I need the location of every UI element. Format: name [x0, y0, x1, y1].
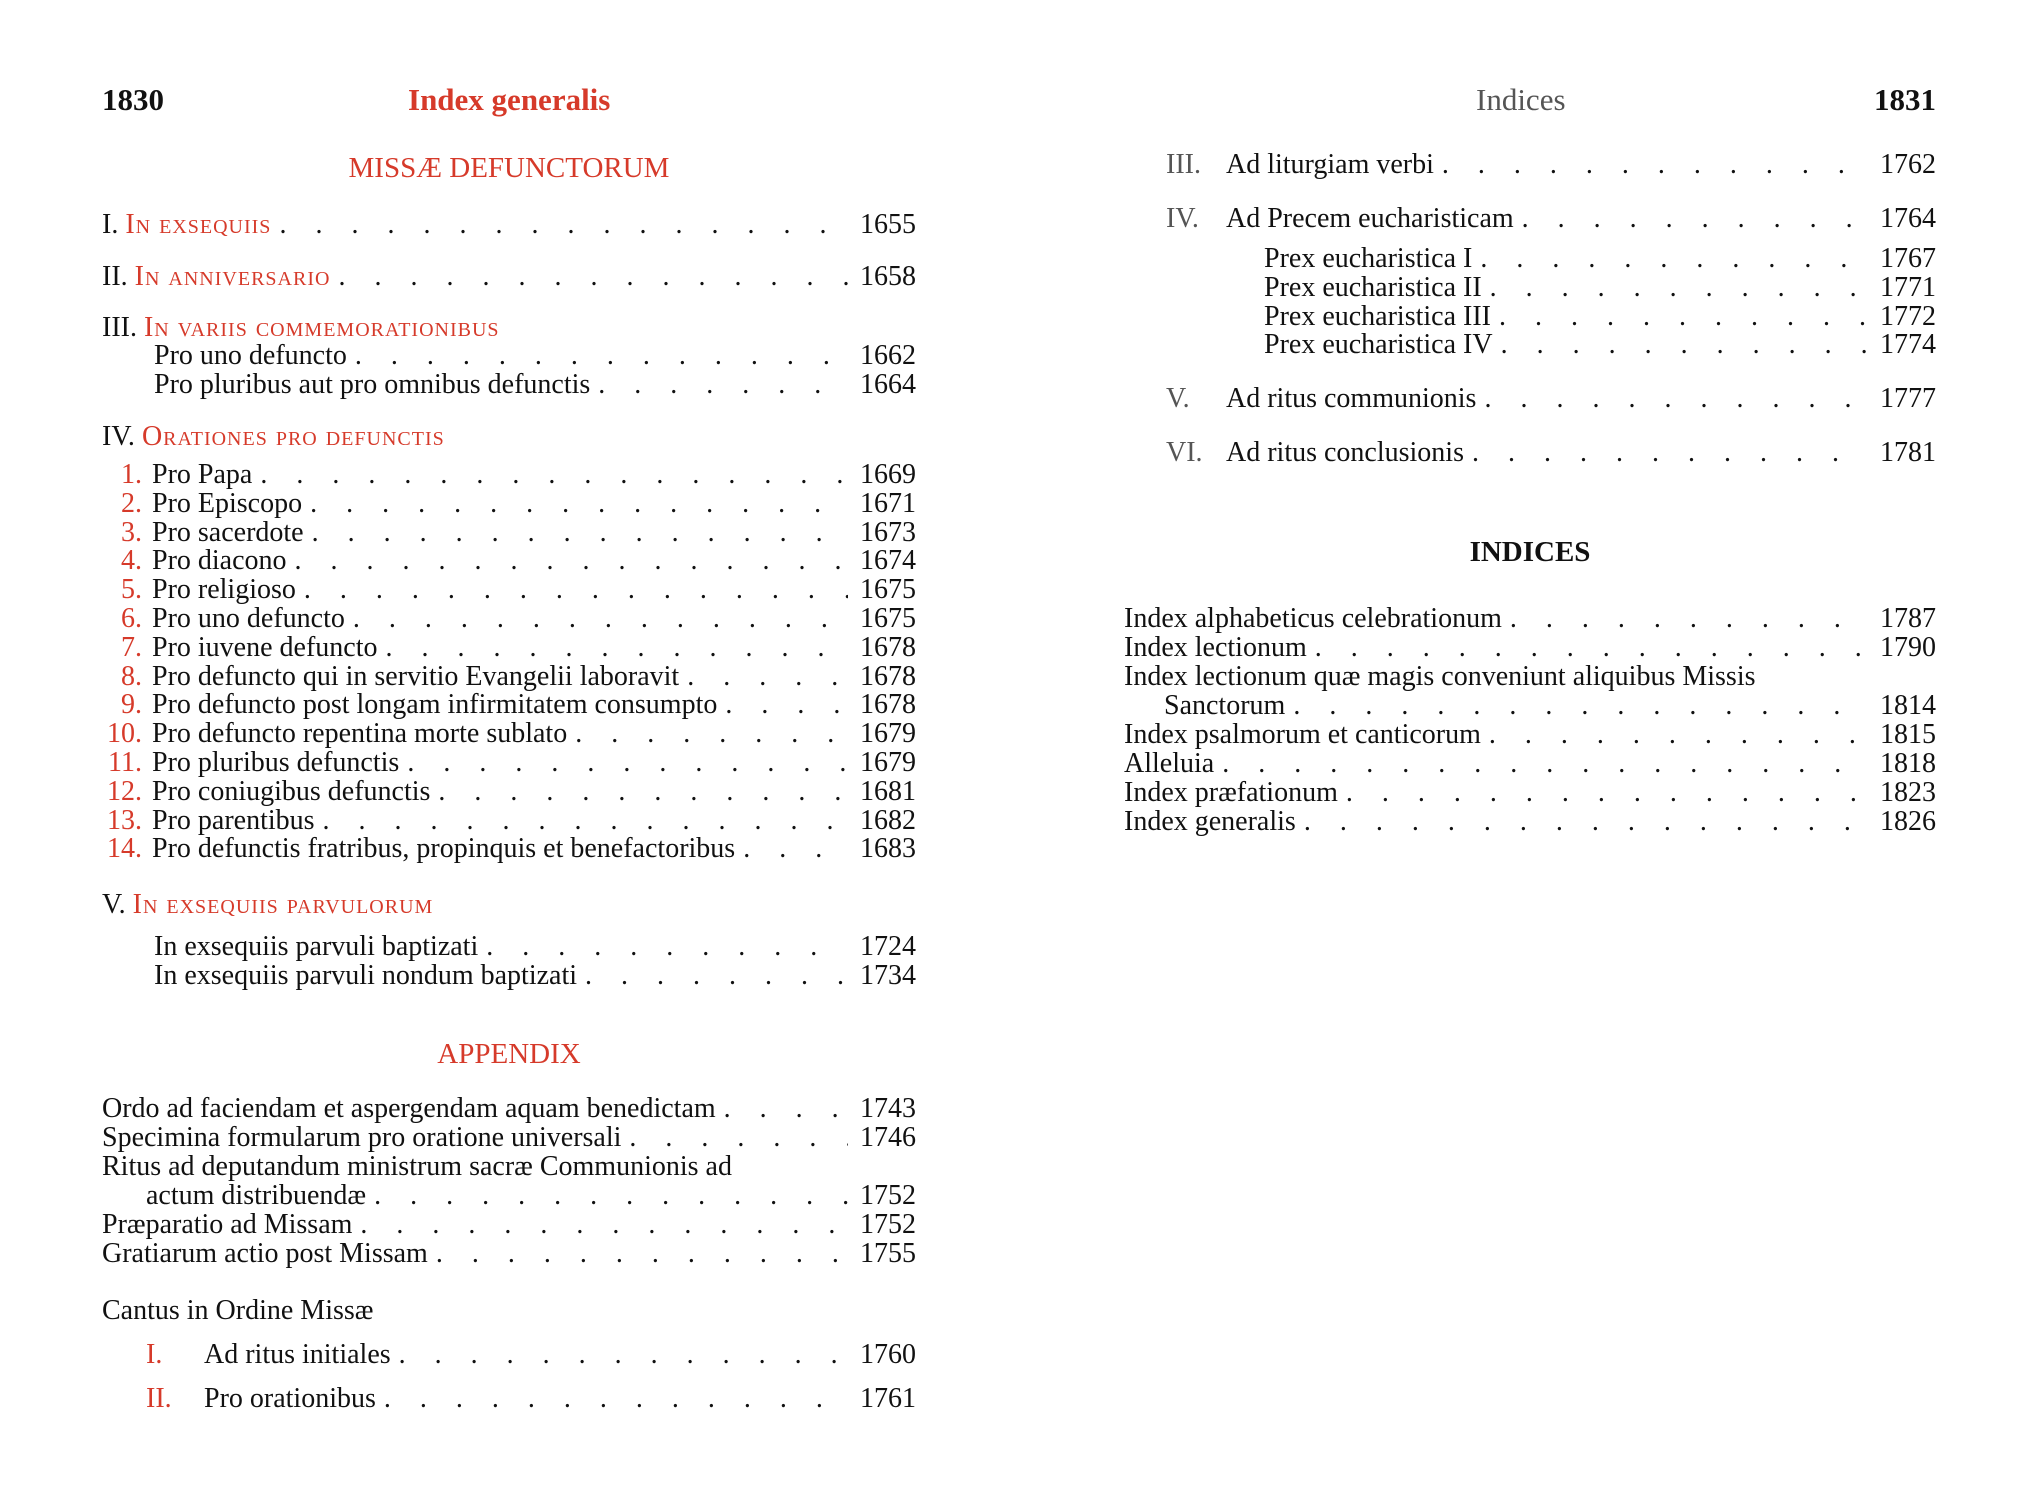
entry-label: Pro orationibus [204, 1383, 376, 1414]
entry-page: 1772 [1880, 300, 1936, 332]
toc-entry[interactable] [102, 806, 916, 835]
toc-entry[interactable] [1264, 330, 1936, 359]
entry-number: III. [1166, 149, 1201, 180]
entry-number: 10. [107, 718, 142, 750]
leader-dots [1510, 604, 1868, 633]
entry-label: Pro iuvene defuncto [152, 631, 378, 663]
entry-page: 1675 [860, 603, 916, 634]
leader-dots [386, 633, 849, 662]
entry-number: 3. [121, 516, 142, 548]
toc-entry[interactable] [1124, 807, 1936, 836]
leader-dots [1346, 778, 1868, 807]
entry-label: Alleluia [1124, 748, 1215, 779]
entry-number: 6. [121, 603, 142, 634]
entry-page: 1671 [860, 487, 916, 519]
entry-number: II. [102, 261, 128, 292]
leader-dots [438, 777, 848, 806]
leader-dots [575, 719, 848, 748]
entry-page: 1752 [860, 1209, 916, 1240]
entry-label: Index generalis [1124, 806, 1296, 837]
entry-label: Ad Precem eucharisticam [1226, 203, 1514, 234]
entry-number: 2. [121, 487, 142, 519]
entry-number: 5. [121, 574, 142, 606]
leader-dots [1442, 150, 1868, 179]
entry-page: 1662 [860, 340, 916, 371]
entry-label: Pro uno defuncto [154, 340, 347, 371]
toc-entry[interactable] [102, 633, 916, 662]
leader-dots [355, 341, 848, 370]
cantus-title: Cantus in Ordine Missæ [102, 1295, 374, 1326]
entry-label: Pro diacono [152, 545, 287, 577]
toc-entry[interactable] [1264, 244, 1936, 273]
running-head [1124, 82, 1936, 122]
left-page [102, 0, 916, 1500]
toc-entry[interactable] [102, 518, 916, 547]
entry-number: IV. [1166, 203, 1199, 234]
leader-dots [436, 1239, 848, 1268]
entry-page: 1658 [860, 261, 916, 292]
entry-number: I. [102, 209, 119, 240]
entry-page: 1678 [860, 660, 916, 692]
toc-entry[interactable] [1264, 302, 1936, 331]
entry-number: 4. [121, 545, 142, 577]
entry-page: 1682 [860, 804, 916, 836]
leader-dots [360, 1210, 848, 1239]
leader-dots [260, 460, 848, 489]
entry-label: In exsequiis parvuli baptizati [154, 931, 479, 962]
entry-number: 8. [121, 660, 142, 692]
leader-dots [743, 834, 848, 863]
leader-dots [407, 748, 848, 777]
toc-entry[interactable] [146, 1340, 916, 1369]
entry-label: Pro Episcopo [152, 487, 303, 519]
leader-dots [1472, 438, 1868, 467]
entry-page: 1681 [860, 775, 916, 807]
entry-page: 1724 [860, 931, 916, 962]
leader-dots [1304, 807, 1868, 836]
entry-page: 1767 [1880, 243, 1936, 274]
entry-page: 1826 [1880, 806, 1936, 837]
toc-entry[interactable] [154, 370, 916, 399]
entry-label-line: Index lectionum quæ magis conveniunt aliquibus Missis [1124, 661, 1756, 692]
leader-dots [1293, 691, 1868, 720]
entry-page: 1675 [860, 574, 916, 606]
toc-entry[interactable] [1166, 150, 1936, 179]
entry-page: 1679 [860, 747, 916, 778]
entry-page: 1679 [860, 718, 916, 750]
entry-page: 1771 [1880, 271, 1936, 303]
leader-dots [374, 1181, 848, 1210]
entry-label: In variis commemorationibus [143, 312, 500, 343]
leader-dots [629, 1123, 848, 1152]
toc-entry[interactable] [1264, 273, 1936, 302]
entry-number: 14. [107, 833, 142, 865]
toc-entry[interactable] [102, 604, 916, 633]
toc-entry[interactable] [102, 1094, 916, 1123]
entry-label-line: Ritus ad deputandum ministrum sacræ Communionis ad [102, 1151, 732, 1182]
entry-label: Pro defuncto qui in servitio Evangelii laboravit [152, 660, 680, 692]
leader-dots [1490, 273, 1868, 302]
toc-entry[interactable] [1124, 749, 1936, 778]
entry-page: 1818 [1880, 748, 1936, 779]
entry-number: 13. [107, 804, 142, 836]
leader-dots [585, 961, 848, 990]
entry-label: Index alphabeticus celebrationum [1124, 603, 1502, 634]
entry-label: Ad ritus conclusionis [1226, 437, 1464, 468]
leader-dots [725, 690, 848, 719]
entry-page: 1669 [860, 459, 916, 490]
entry-number: 7. [121, 631, 142, 663]
entry-label: Prex eucharistica II [1264, 271, 1482, 303]
entry-number: 12. [107, 775, 142, 807]
entry-label: Orationes pro defunctis [141, 421, 445, 452]
entry-number: VI. [1166, 437, 1203, 468]
entry-page: 1683 [860, 833, 916, 865]
toc-entry[interactable] [102, 690, 916, 719]
leader-dots [724, 1094, 848, 1123]
entry-label: Pro Papa [152, 459, 253, 490]
entry-page: 1752 [860, 1180, 916, 1211]
leader-dots [1480, 244, 1868, 273]
entry-number: IV. [102, 421, 135, 452]
running-head [102, 82, 916, 122]
entry-page: 1790 [1880, 632, 1936, 663]
leader-dots [1499, 302, 1868, 331]
leader-dots [279, 210, 848, 239]
toc-entry[interactable] [154, 932, 916, 961]
entry-label: In exsequiis parvulorum [132, 889, 434, 920]
entry-label: Ordo ad faciendam et aspergendam aquam benedictam [102, 1093, 716, 1124]
entry-number: I. [146, 1339, 163, 1370]
leader-dots [295, 546, 848, 575]
section-heading [102, 890, 433, 919]
toc-entry[interactable] [102, 210, 916, 239]
leader-dots [1522, 204, 1868, 233]
entry-label: In anniversario [134, 261, 331, 292]
running-title: Index generalis [408, 82, 611, 117]
entry-label: Prex eucharistica I [1264, 243, 1473, 274]
entry-page: 1678 [860, 631, 916, 663]
indices-title: INDICES [1469, 536, 1591, 568]
entry-label: In exsequiis parvuli nondum baptizati [154, 960, 578, 991]
entry-page: 1674 [860, 545, 916, 577]
entry-label: Pro defuncto post longam infirmitatem consumpto [152, 689, 718, 721]
toc-entry[interactable] [154, 961, 916, 990]
leader-dots [310, 489, 848, 518]
entry-label: Pro defuncto repentina morte sublato [152, 718, 568, 750]
toc-entry[interactable] [1166, 438, 1936, 467]
entry-label: Pro parentibus [152, 804, 315, 836]
leader-dots [323, 806, 848, 835]
leader-dots [486, 932, 848, 961]
entry-label: Ad ritus communionis [1226, 383, 1477, 414]
entry-label: Index lectionum [1124, 632, 1307, 663]
entry-page: 1781 [1880, 437, 1936, 468]
entry-number: 11. [108, 747, 142, 778]
toc-entry[interactable] [102, 489, 916, 518]
section-heading [102, 422, 445, 451]
entry-label: Prex eucharistica III [1264, 300, 1491, 332]
leader-dots [312, 518, 848, 547]
toc-entry[interactable] [102, 1239, 916, 1268]
leader-dots [399, 1340, 848, 1369]
entry-label: Gratiarum actio post Missam [102, 1238, 428, 1269]
toc-entry[interactable] [102, 575, 916, 604]
entry-label: Specimina formularum pro oratione universali [102, 1122, 622, 1153]
toc-entry[interactable] [102, 834, 916, 863]
entry-page: 1678 [860, 689, 916, 721]
leader-dots [384, 1384, 848, 1413]
entry-label: Præparatio ad Missam [102, 1209, 353, 1240]
entry-label: Pro pluribus defunctis [152, 747, 400, 778]
entry-label: Pro defunctis fratribus, propinquis et benefactoribus [152, 833, 736, 865]
entry-page: 1746 [860, 1122, 916, 1153]
leader-dots [1489, 720, 1868, 749]
leader-dots [1501, 330, 1868, 359]
entry-label: Ad liturgiam verbi [1226, 149, 1434, 180]
toc-entry[interactable] [102, 662, 916, 691]
entry-number: III. [102, 312, 137, 343]
entry-page: 1787 [1880, 603, 1936, 634]
entry-label: Ad ritus initiales [204, 1339, 391, 1370]
page-number: 1831 [1874, 82, 1936, 117]
entry-page: 1755 [860, 1238, 916, 1269]
toc-entry[interactable] [154, 341, 916, 370]
entry-page: 1673 [860, 516, 916, 548]
toc-entry[interactable] [102, 777, 916, 806]
toc-entry[interactable] [1164, 691, 1936, 720]
toc-entry[interactable] [102, 262, 916, 291]
leader-dots [1315, 633, 1868, 662]
entry-label: Pro pluribus aut pro omnibus defunctis [154, 369, 591, 400]
entry-number: II. [146, 1383, 172, 1414]
leader-dots [1222, 749, 1868, 778]
entry-page: 1655 [860, 209, 916, 240]
leader-dots [687, 662, 848, 691]
toc-entry[interactable] [1166, 384, 1936, 413]
toc-entry[interactable] [146, 1181, 916, 1210]
leader-dots [1484, 384, 1868, 413]
right-page [1124, 0, 1936, 1500]
running-title: Indices [1476, 82, 1566, 117]
entry-label: In exsequiis [125, 209, 272, 240]
toc-entry[interactable] [1124, 604, 1936, 633]
toc-entry[interactable] [102, 1210, 916, 1239]
entry-number: 1. [121, 459, 142, 490]
page-number: 1830 [102, 82, 164, 117]
section-heading [102, 313, 500, 342]
entry-page: 1777 [1880, 383, 1936, 414]
entry-page: 1764 [1880, 203, 1936, 234]
entry-page: 1762 [1880, 149, 1936, 180]
leader-dots [598, 370, 848, 399]
entry-label: Prex eucharistica IV [1264, 329, 1493, 361]
toc-entry[interactable] [1124, 633, 1936, 662]
entry-number: 9. [121, 689, 142, 721]
entry-page: 1774 [1880, 329, 1936, 361]
toc-entry[interactable] [1124, 778, 1936, 807]
entry-page: 1664 [860, 369, 916, 400]
toc-entry[interactable] [102, 460, 916, 489]
toc-entry[interactable] [1124, 720, 1936, 749]
leader-dots [304, 575, 848, 604]
entry-label: Pro uno defuncto [152, 603, 345, 634]
entry-page: 1823 [1880, 777, 1936, 808]
entry-page: 1814 [1880, 690, 1936, 721]
entry-label: Sanctorum [1164, 690, 1286, 721]
entry-page: 1761 [860, 1383, 916, 1414]
toc-entry[interactable] [102, 748, 916, 777]
entry-label: Index præfationum [1124, 777, 1338, 808]
leader-dots [353, 604, 848, 633]
entry-label: Pro religioso [152, 574, 296, 606]
toc-entry[interactable] [102, 1123, 916, 1152]
entry-number: V. [1166, 383, 1190, 414]
entry-label: Pro sacerdote [152, 516, 304, 548]
entry-page: 1743 [860, 1093, 916, 1124]
entry-page: 1734 [860, 960, 916, 991]
entry-page: 1815 [1880, 719, 1936, 750]
toc-entry[interactable] [146, 1384, 916, 1413]
entry-label: Pro coniugibus defunctis [152, 775, 431, 807]
entry-label: Index psalmorum et canticorum [1124, 719, 1481, 750]
appendix-title: APPENDIX [437, 1038, 581, 1070]
toc-entry[interactable] [102, 546, 916, 575]
missae-title: MISSÆ DEFUNCTORUM [348, 152, 670, 184]
leader-dots [338, 262, 848, 291]
toc-entry[interactable] [1166, 204, 1936, 233]
toc-entry[interactable] [102, 719, 916, 748]
entry-label: actum distribuendæ [146, 1180, 367, 1211]
entry-page: 1760 [860, 1339, 916, 1370]
entry-number: V. [102, 889, 126, 920]
